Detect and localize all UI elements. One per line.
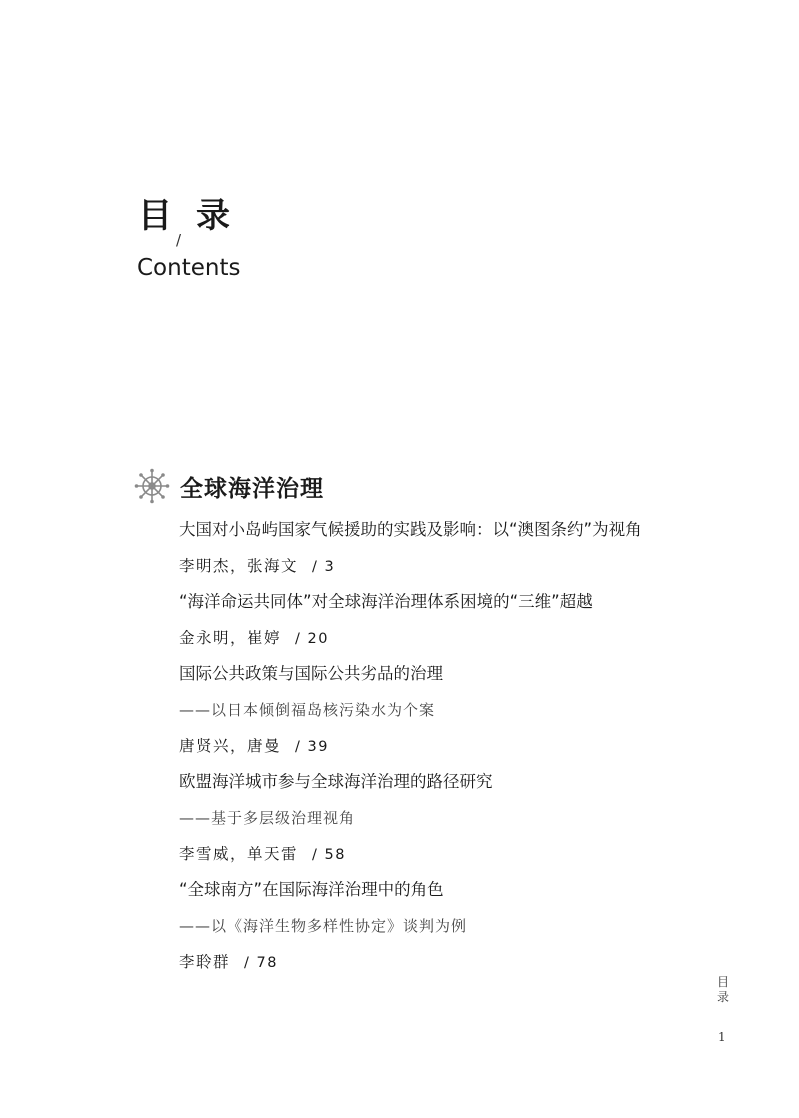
toc-entry-subtitle: ——以日本倾倒福岛核污染水为个案 <box>179 701 436 719</box>
toc-entry-authors: 金永明，崔婷 <box>179 629 282 647</box>
toc-entry-title[interactable]: “全球南方”在国际海洋治理中的角色 <box>179 880 444 899</box>
toc-entry-page[interactable]: / 58 <box>312 847 346 863</box>
toc-entry-authors-line <box>179 944 739 980</box>
toc-entry-subtitle: ——以《海洋生物多样性协定》谈判为例 <box>179 917 468 935</box>
toc-entry-page[interactable]: / 3 <box>312 559 336 575</box>
toc-entry-subtitle: ——基于多层级治理视角 <box>179 809 356 827</box>
toc-entry-authors-line <box>179 620 739 656</box>
toc-entry-authors: 李雪威，单天雷 <box>179 845 299 863</box>
running-side-label: 目录 <box>716 975 729 1004</box>
toc-entry-title[interactable]: 国际公共政策与国际公共劣品的治理 <box>179 664 443 683</box>
page-number: 1 <box>718 1030 726 1044</box>
toc-entry-list <box>179 512 739 980</box>
ship-wheel-icon <box>134 468 170 504</box>
page-title-english: Contents <box>137 255 241 281</box>
toc-entry-page[interactable]: / 39 <box>295 739 329 755</box>
toc-entry-authors: 李明杰，张海文 <box>179 557 299 575</box>
toc-entry-authors-line <box>179 836 739 872</box>
title-divider-slash: / <box>176 231 182 249</box>
page-title: 目录 <box>138 196 254 236</box>
toc-entry-page[interactable]: / 20 <box>295 631 329 647</box>
toc-entry-authors: 唐贤兴，唐曼 <box>179 737 282 755</box>
toc-entry-title[interactable]: 欧盟海洋城市参与全球海洋治理的路径研究 <box>179 772 493 791</box>
toc-entry-authors-line <box>179 548 739 584</box>
toc-entry-authors: 李聆群 <box>179 953 231 971</box>
toc-entry-authors-line <box>179 728 739 764</box>
section-title: 全球海洋治理 <box>180 474 324 502</box>
toc-entry-title[interactable]: “海洋命运共同体”对全球海洋治理体系困境的“三维”超越 <box>179 592 593 611</box>
section-header <box>134 464 324 508</box>
toc-entry-page[interactable]: / 78 <box>244 955 278 971</box>
toc-entry-title[interactable]: 大国对小岛屿国家气候援助的实践及影响：以“澳图条约”为视角 <box>179 520 642 539</box>
